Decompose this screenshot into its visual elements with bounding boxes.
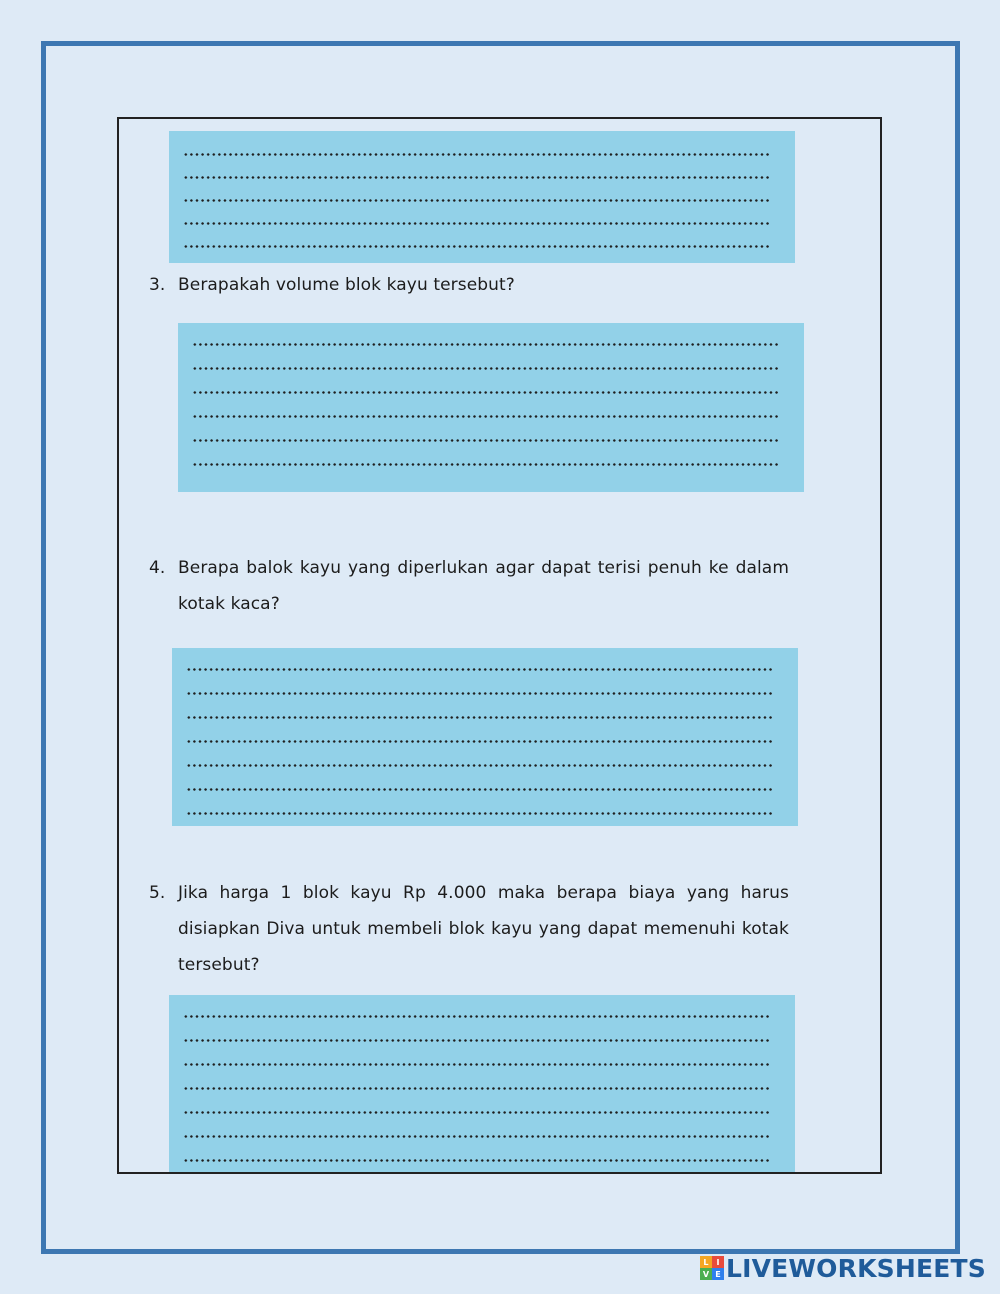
dotted-line [183,176,769,179]
dotted-line [186,668,772,671]
dotted-line [183,1159,769,1162]
dotted-line [183,245,769,248]
dotted-line [183,1015,769,1018]
dotted-line [186,764,772,767]
question-number: 5. [149,883,166,903]
worksheet-content [117,117,882,1174]
logo-letter: I [712,1256,724,1268]
dotted-line [183,1039,769,1042]
dotted-line [183,1111,769,1114]
dotted-line [192,367,778,370]
question-text: Berapakah volume blok kayu tersebut? [178,275,515,295]
dotted-line [192,439,778,442]
dotted-line [186,716,772,719]
question-3 [149,267,789,303]
dotted-line [183,153,769,156]
answer-box-q5[interactable] [169,995,795,1174]
liveworksheets-logo-icon [700,1256,724,1280]
question-text: Jika harga 1 blok kayu Rp 4.000 maka berapa biaya yang harus disiapkan Diva untuk membeli blok kayu yang dapat memenuhi kotak tersebut? [178,883,789,975]
question-4 [149,550,789,622]
logo-letter: V [700,1268,712,1280]
dotted-line [183,1087,769,1090]
dotted-line [183,1135,769,1138]
answer-box-q3[interactable] [178,323,804,492]
dotted-line [192,463,778,466]
question-number: 3. [149,275,166,295]
dotted-line [183,222,769,225]
dotted-line [183,199,769,202]
answer-box-previous[interactable] [169,131,795,263]
dotted-line [186,812,772,815]
logo-letter: E [712,1268,724,1280]
logo-letter: L [700,1256,712,1268]
dotted-line [192,415,778,418]
dotted-line [186,692,772,695]
dotted-line [186,788,772,791]
question-text: Berapa balok kayu yang diperlukan agar dapat terisi penuh ke dalam kotak kaca? [178,558,789,614]
dotted-line [183,1063,769,1066]
dotted-line [186,740,772,743]
question-5 [149,875,789,983]
question-number: 4. [149,558,166,578]
brand-name: LIVEWORKSHEETS [725,1253,986,1283]
liveworksheets-brand[interactable] [700,1252,986,1284]
dotted-line [192,391,778,394]
dotted-line [192,343,778,346]
answer-box-q4[interactable] [172,648,798,826]
